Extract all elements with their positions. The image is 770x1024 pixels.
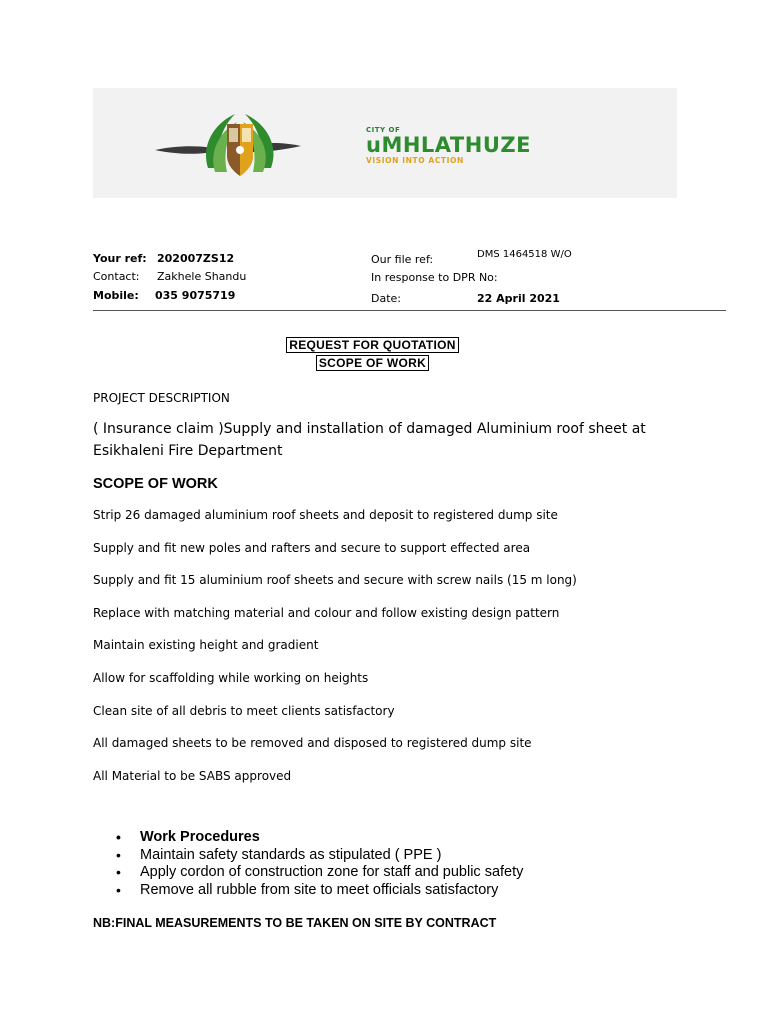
mobile-value: 035 9075719	[155, 289, 236, 302]
scope-item: Supply and fit 15 aluminium roof sheets and secure with screw nails (15 m long)	[93, 573, 577, 587]
list-item: • Maintain safety standards as stipulated ( PPE )	[110, 847, 523, 865]
scope-item: All Material to be SABS approved	[93, 769, 292, 783]
title-line-2: SCOPE OF WORK	[316, 355, 429, 371]
project-description-label: PROJECT DESCRIPTION	[93, 391, 230, 405]
scope-item: All damaged sheets to be removed and disposed to registered dump site	[93, 736, 532, 750]
letterhead-banner	[93, 88, 677, 198]
contact-value: Zakhele Shandu	[157, 270, 247, 283]
list-item: • Work Procedures	[110, 829, 523, 847]
list-item: • Remove all rubble from site to meet officials satisfactory	[110, 882, 523, 900]
date-label: Date:	[371, 292, 401, 305]
scope-item: Strip 26 damaged aluminium roof sheets and deposit to registered dump site	[93, 508, 558, 522]
municipal-emblem-icon	[153, 106, 303, 184]
dpr-label: In response to DPR No:	[371, 271, 498, 284]
scope-item: Allow for scaffolding while working on heights	[93, 671, 369, 685]
document-title	[0, 338, 745, 352]
brand-tagline: VISION INTO ACTION	[366, 156, 464, 165]
project-description: ( Insurance claim )Supply and installation of damaged Aluminium roof sheet at Esikhaleni Fire Department	[93, 421, 646, 459]
scope-item: Maintain existing height and gradient	[93, 638, 319, 652]
header-divider	[93, 310, 726, 311]
file-ref-label: Our file ref:	[371, 253, 434, 266]
contact-label: Contact:	[93, 270, 140, 283]
document-subtitle	[0, 356, 745, 370]
procedures-list	[110, 829, 523, 899]
brand-city-label: CITY OF	[366, 126, 401, 134]
title-line-1: REQUEST FOR QUOTATION	[286, 337, 459, 353]
scope-item: Supply and fit new poles and rafters and secure to support effected area	[93, 541, 531, 555]
list-item: • Apply cordon of construction zone for staff and public safety	[110, 864, 523, 882]
mobile-label: Mobile:	[93, 289, 139, 302]
your-ref-label: Your ref:	[93, 252, 147, 265]
brand-wordmark	[366, 126, 531, 165]
your-ref-value: 202007ZS12	[157, 252, 235, 265]
scope-item: Replace with matching material and colour and follow existing design pattern	[93, 606, 560, 620]
scope-item: Clean site of all debris to meet clients satisfactory	[93, 704, 395, 718]
date-value: 22 April 2021	[477, 292, 560, 305]
scope-heading: SCOPE OF WORK	[93, 476, 218, 492]
file-ref-value: DMS 1464518 W/O	[477, 249, 572, 260]
measurement-note: NB:FINAL MEASUREMENTS TO BE TAKEN ON SITE BY CONTRACT	[93, 916, 497, 930]
brand-name: uMHLATHUZE	[366, 133, 531, 157]
